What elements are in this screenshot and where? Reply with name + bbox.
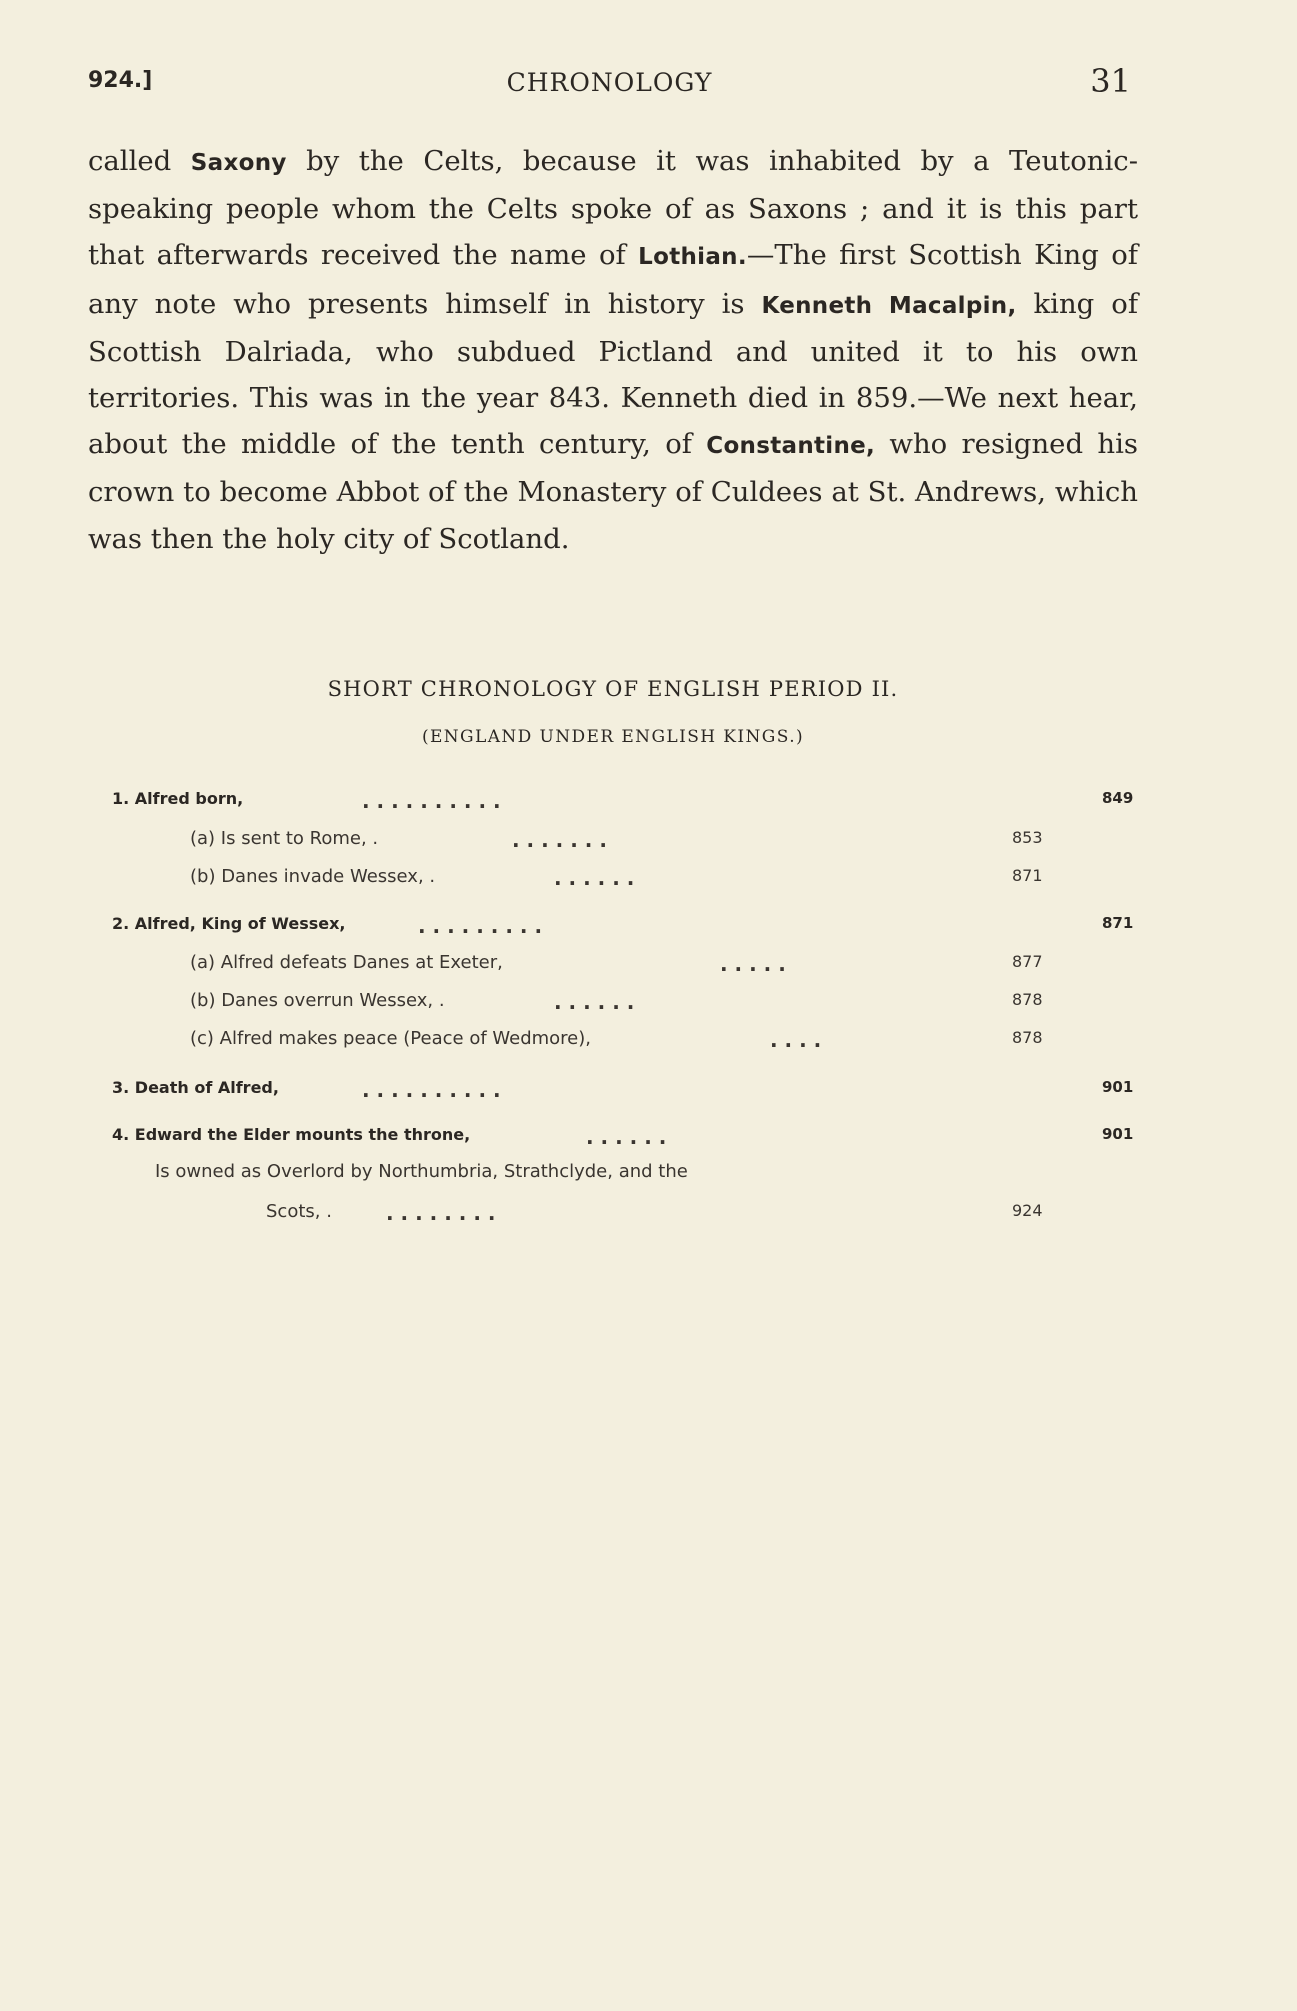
running-head-title: CHRONOLOGY [506, 68, 713, 97]
chronology-entry [0, 1125, 1297, 1159]
entry-leader-dots: . . . . . . . . . [418, 914, 543, 938]
bold-term-constantine: Constantine, [706, 433, 876, 460]
chronology-subentry [0, 866, 1297, 900]
chronology-subentry [0, 1161, 1297, 1195]
chronology-subentry [0, 990, 1297, 1024]
entry-label: Is owned as Overlord by Northumbria, Strathclyde, and the [155, 1161, 688, 1182]
bold-term-saxony: Saxony [190, 150, 287, 176]
chronology-subentry [0, 1028, 1297, 1062]
text-segment: by the Celts, because it was inhabited by a Teutonic-speaking people whom the Celts spoke of as Saxons ; and it is this part that afterwards received the name of [88, 145, 1138, 272]
entry-leader-dots: . . . . . . . . [386, 1201, 496, 1225]
chronology-subtitle: (ENGLAND UNDER ENGLISH KINGS.) [421, 727, 805, 747]
chronology-subentry [0, 1201, 1297, 1235]
text-segment: called [88, 145, 191, 177]
entry-year: 849 [1102, 789, 1134, 807]
entry-leader-dots: . . . . . . [586, 1125, 667, 1149]
entry-year: 878 [1012, 990, 1043, 1009]
page-number: 31 [1090, 62, 1131, 100]
entry-leader-dots: . . . . . [720, 952, 786, 976]
entry-label: Scots, . [266, 1201, 332, 1222]
chronology-subentry [0, 952, 1297, 986]
entry-year: 924 [1012, 1201, 1043, 1220]
chronology-entry [0, 1078, 1297, 1112]
entry-year: 871 [1012, 866, 1043, 885]
entry-label: (c) Alfred makes peace (Peace of Wedmore), [190, 1028, 592, 1049]
entry-label: 1. Alfred born, [112, 789, 244, 808]
entry-leader-dots: . . . . . . [554, 866, 635, 890]
entry-leader-dots: . . . . . . . . . . [362, 1078, 501, 1102]
entry-label: 2. Alfred, King of Wessex, [112, 914, 346, 933]
entry-year: 853 [1012, 828, 1043, 847]
text-segment: —The first Scottish King of any note who presents himself in history is [88, 239, 1138, 320]
running-head-date: 924.] [88, 68, 153, 93]
text-segment: who resigned his crown to become Abbot of the Monastery of Culdees at St. Andrews, which was then the holy city of Scotland. [88, 428, 1138, 555]
entry-label: 3. Death of Alfred, [112, 1078, 279, 1097]
entry-year: 901 [1102, 1125, 1134, 1143]
entry-leader-dots: . . . . . . . . . . [362, 789, 501, 813]
entry-label: (b) Danes overrun Wessex, . [190, 990, 445, 1011]
entry-year: 901 [1102, 1078, 1134, 1096]
chronology-entry [0, 914, 1297, 948]
entry-leader-dots: . . . . . . . [512, 828, 607, 852]
chronology-subentry [0, 828, 1297, 862]
chronology-entry [0, 789, 1297, 823]
entry-label: (b) Danes invade Wessex, . [190, 866, 436, 887]
entry-label: (a) Alfred defeats Danes at Exeter, [190, 952, 503, 973]
entry-year: 871 [1102, 914, 1134, 932]
chronology-title: SHORT CHRONOLOGY OF ENGLISH PERIOD II. [327, 677, 899, 701]
entry-label: 4. Edward the Elder mounts the throne, [112, 1125, 471, 1144]
text-segment: king of Scottish Dalriada, who subdued Pictland and united it to his own territories. This was in the year 843. Kenneth died in 859.—We next hear, about the middle of the tenth century, of [88, 287, 1139, 461]
entry-year: 877 [1012, 952, 1043, 971]
entry-leader-dots: . . . . . . [554, 990, 635, 1014]
bold-term-lothian: Lothian. [638, 244, 747, 271]
running-head [88, 62, 1131, 102]
bold-term-kenneth-macalpin: Kenneth Macalpin, [761, 292, 1017, 319]
entry-year: 878 [1012, 1028, 1043, 1047]
body-paragraph [88, 138, 1138, 562]
entry-label: (a) Is sent to Rome, . [190, 828, 379, 849]
entry-leader-dots: . . . . [770, 1028, 822, 1052]
